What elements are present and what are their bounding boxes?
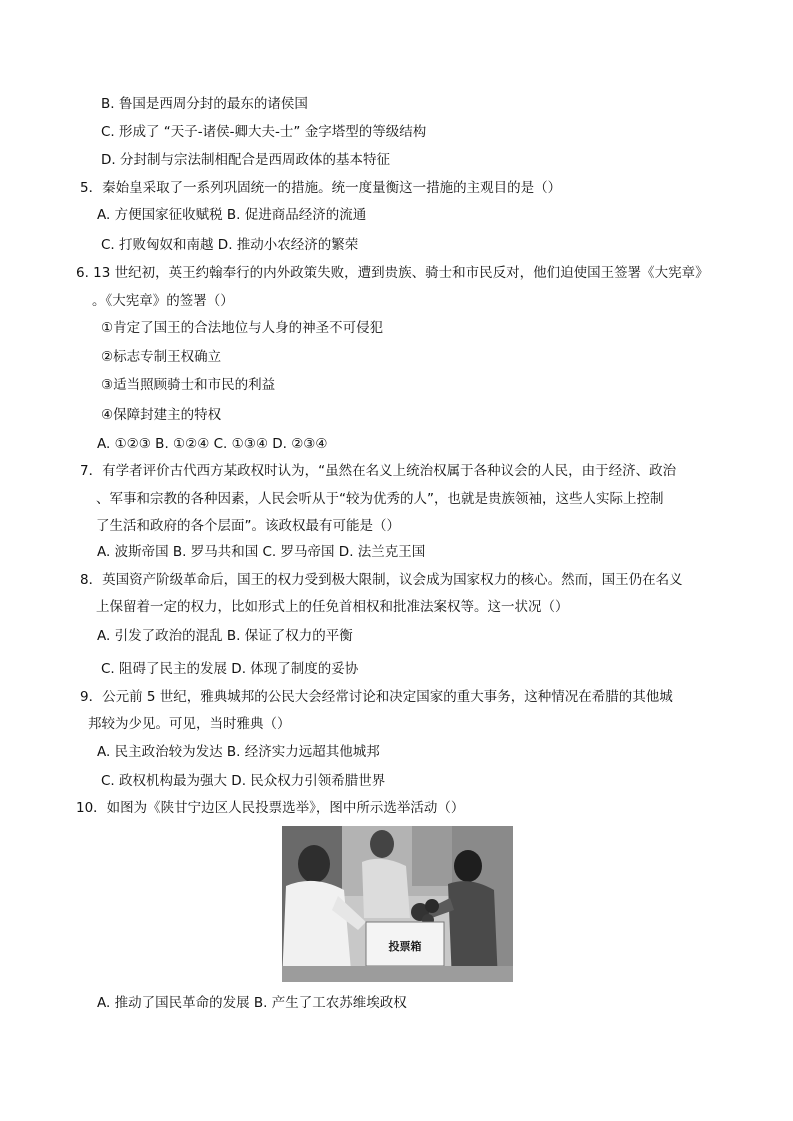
options-6: A. ①②③ B. ①②④ C. ①③④ D. ②③④: [97, 436, 328, 452]
question-7-cont-1: 、军事和宗教的各种因素，人民会听从于“较为优秀的人”，也就是贵族领袖，这些人实际上控制: [96, 491, 664, 507]
option-4d: D. 分封制与宗法制相配合是西周政体的基本特征: [101, 152, 390, 168]
options-10-ab: A. 推动了国民革命的发展 B. 产生了工农苏维埃政权: [97, 995, 407, 1011]
question-7: 7．有学者评价古代西方某政权时认为，“虽然在名义上统治权属于各种议会的人民，由于经济、政治: [80, 463, 677, 479]
statement-6-3: ③适当照顾骑士和市民的利益: [101, 377, 276, 393]
options-5-cd: C. 打败匈奴和南越 D. 推动小农经济的繁荣: [101, 237, 359, 253]
options-9-cd: C. 政权机构最为强大 D. 民众权力引领希腊世界: [101, 773, 386, 789]
question-9-cont: 邦较为少见。可见，当时雅典（）: [88, 716, 291, 732]
question-9: 9．公元前 5 世纪，雅典城邦的公民大会经常讨论和决定国家的重大事务，这种情况在希腊的其他城: [80, 689, 673, 705]
question-6: 6. 13 世纪初，英王约翰奉行的内外政策失败，遭到贵族、骑士和市民反对，他们迫使国王签署《大宪章》: [76, 265, 709, 281]
question-7-cont-2: 了生活和政府的各个层面”。该政权最有可能是（）: [96, 518, 400, 534]
question-10: 10．如图为《陕甘宁边区人民投票选举》，图中所示选举活动（）: [76, 800, 465, 816]
option-4b: B. 鲁国是西周分封的最东的诸侯国: [101, 96, 308, 112]
options-8-cd: C. 阻碍了民主的发展 D. 体现了制度的妥协: [101, 661, 359, 677]
question-6-cont: 。《大宪章》的签署（）: [92, 293, 234, 309]
voting-photo: [282, 826, 513, 982]
options-7: A. 波斯帝国 B. 罗马共和国 C. 罗马帝国 D. 法兰克王国: [97, 544, 426, 560]
options-9-ab: A. 民主政治较为发达 B. 经济实力远超其他城邦: [97, 744, 380, 760]
statement-6-4: ④保障封建主的特权: [101, 407, 222, 423]
question-8: 8．英国资产阶级革命后，国王的权力受到极大限制，议会成为国家权力的核心。然而，国王仍在名义: [80, 572, 683, 588]
question-5: 5．秦始皇采取了一系列巩固统一的措施。统一度量衡这一措施的主观目的是（）: [80, 180, 562, 196]
statement-6-1: ①肯定了国王的合法地位与人身的神圣不可侵犯: [101, 320, 384, 336]
question-8-cont: 上保留着一定的权力，比如形式上的任免首相权和批准法案权等。这一状况（）: [96, 599, 569, 615]
option-4c: C. 形成了 “天子-诸侯-卿大夫-士” 金字塔型的等级结构: [101, 124, 427, 140]
statement-6-2: ②标志专制王权确立: [101, 349, 222, 365]
ballot-box-label: 投票箱: [388, 940, 422, 953]
options-8-ab: A. 引发了政治的混乱 B. 保证了权力的平衡: [97, 628, 353, 644]
options-5-ab: A. 方便国家征收赋税 B. 促进商品经济的流通: [97, 207, 367, 223]
